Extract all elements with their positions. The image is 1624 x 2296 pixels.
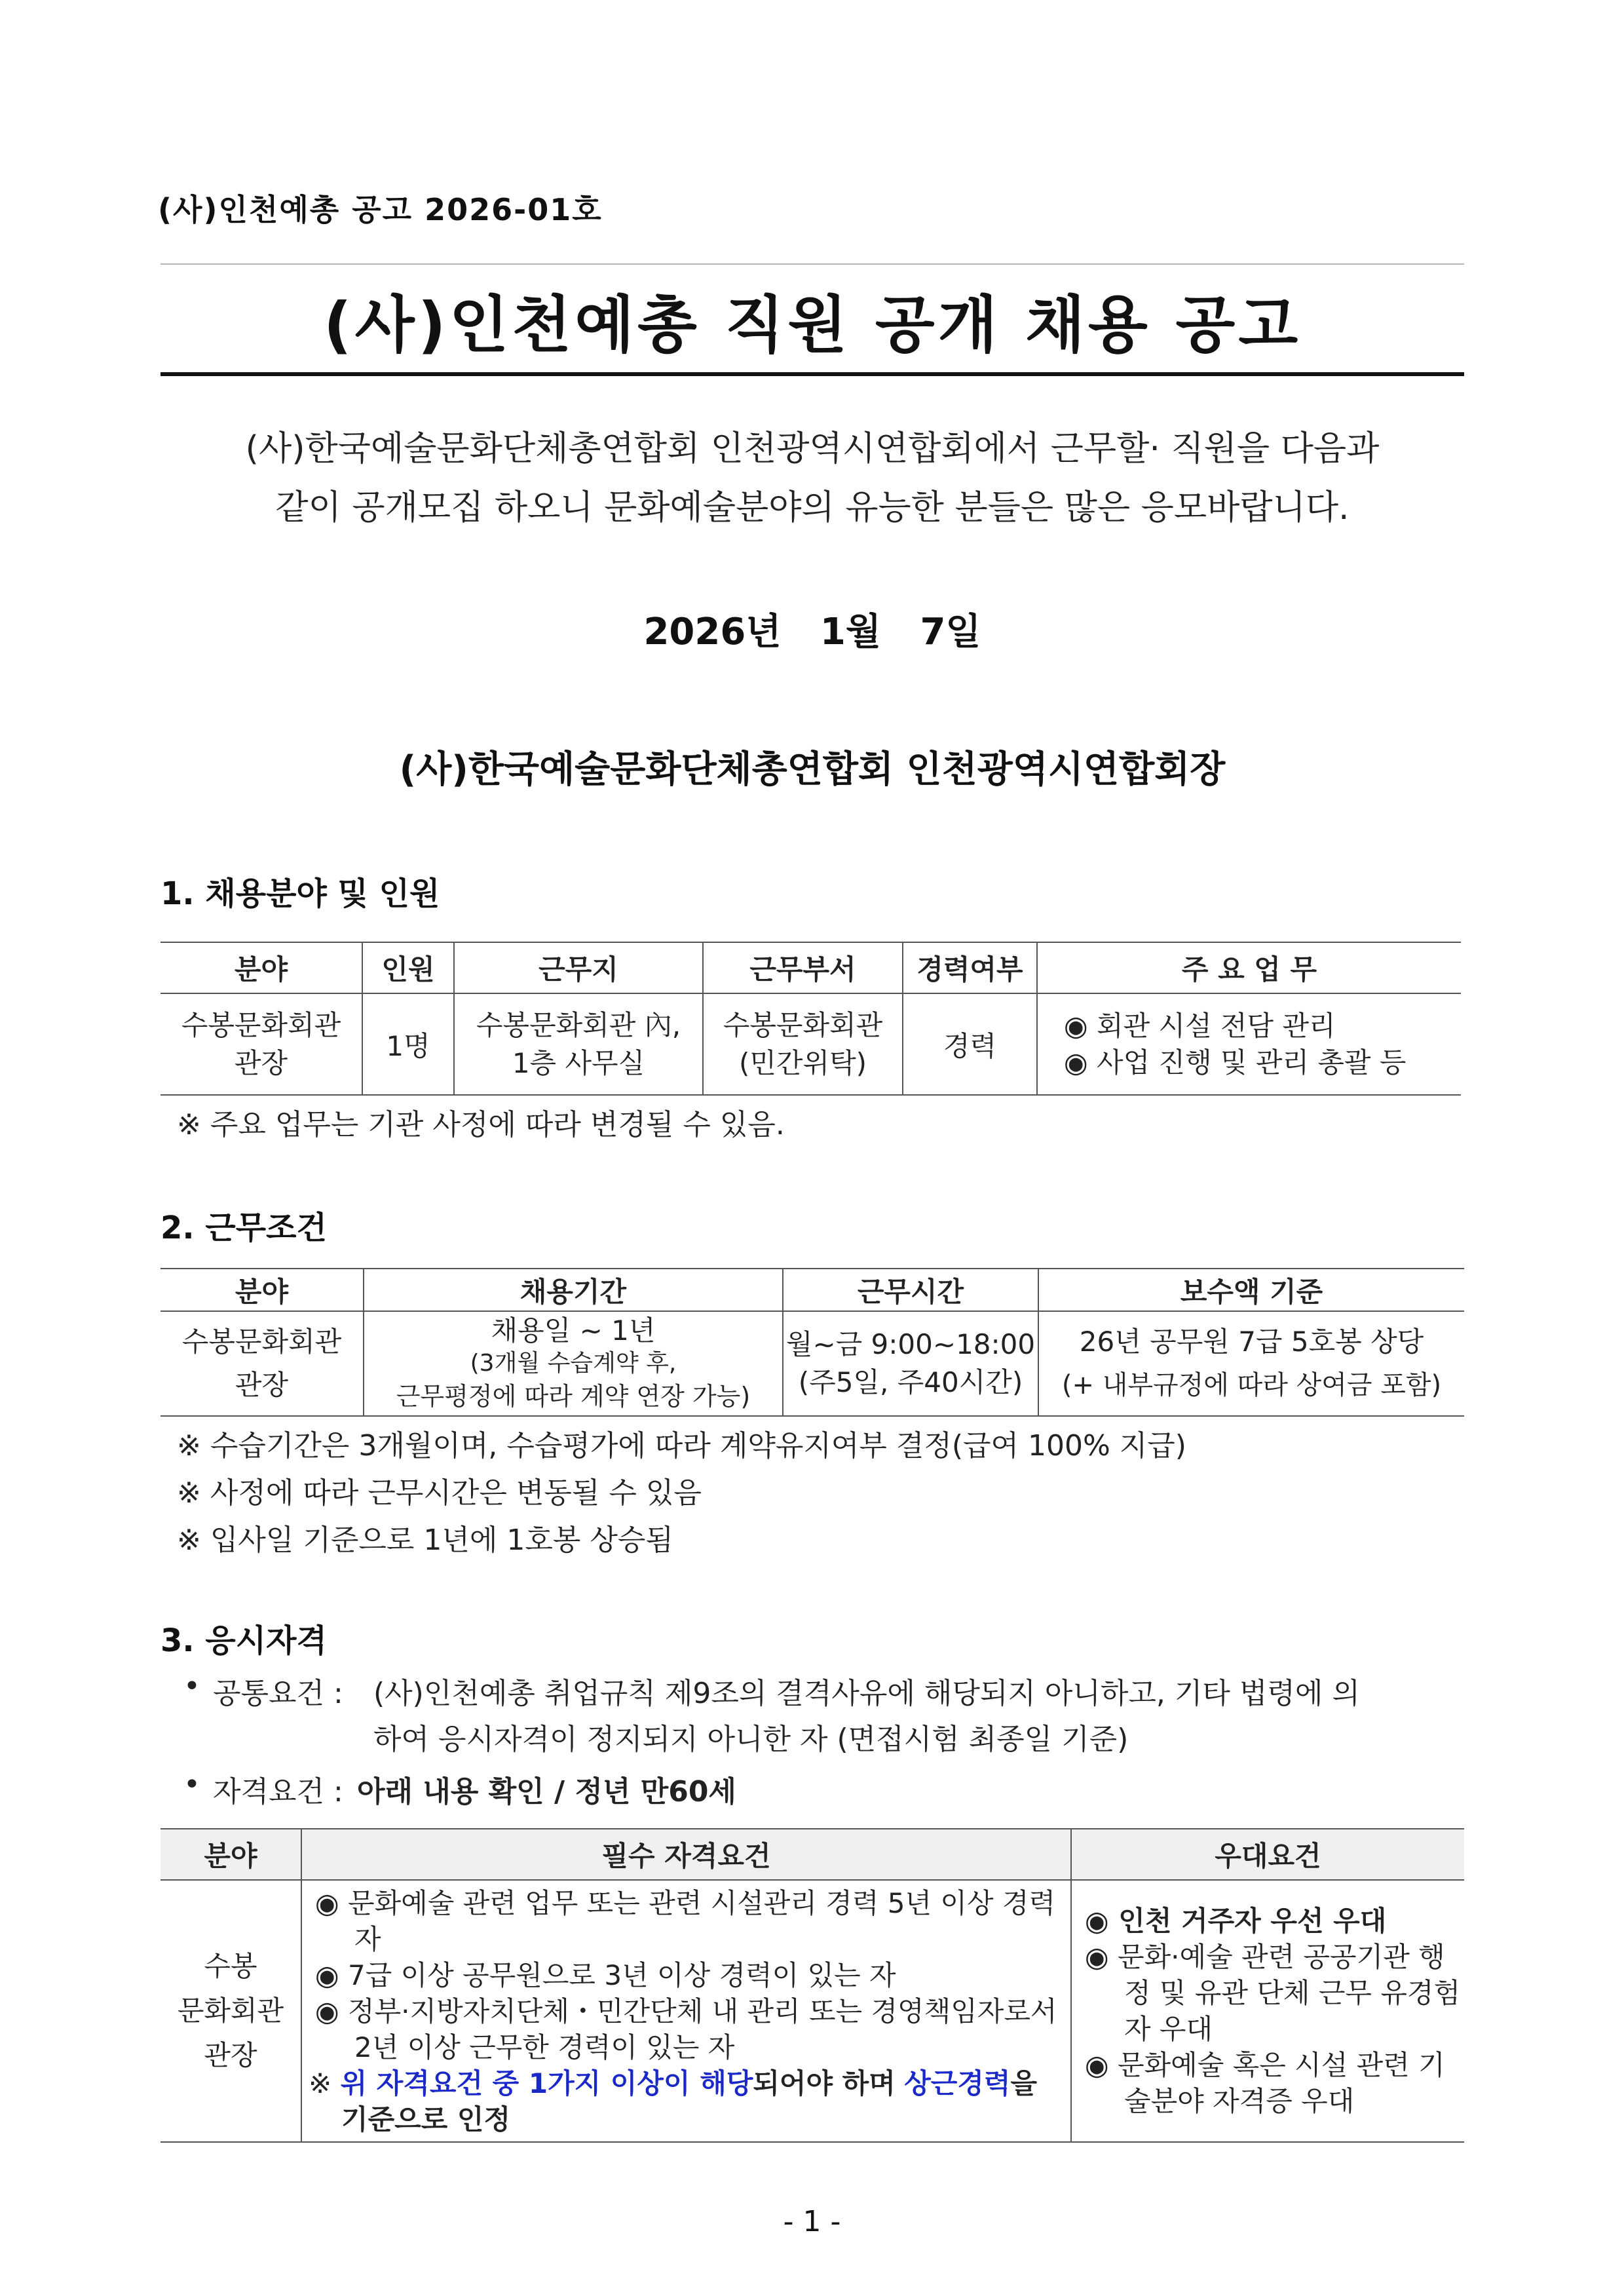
- section-1-note: ※ 주요 업무는 기관 사정에 따라 변경될 수 있음.: [177, 1108, 785, 1141]
- divider-thick: [161, 372, 1464, 376]
- intro-line-1: (사)한국예술문화단체총연합회 인천광역시연합회에서 근무할· 직원을 다음과: [245, 429, 1380, 469]
- table-cell: 수봉문화회관 (민간위탁): [703, 993, 903, 1095]
- col-header: 채용기간: [364, 1269, 783, 1311]
- preferred-qualifications: [1071, 1880, 1464, 2142]
- bullet-dot: •: [183, 1670, 200, 1703]
- signatory: (사)한국예술문화단체총연합회 인천광역시연합회장: [399, 748, 1226, 791]
- common-requirement-label: 공통요건 :: [213, 1677, 343, 1710]
- qualification-table: [161, 1828, 1464, 2143]
- common-requirement-line-1: (사)인천예총 취업규칙 제9조의 결격사유에 해당되지 아니하고, 기타 법령에 의: [373, 1677, 1360, 1710]
- requirement-item: ◉ 정부·지방자치단체・민간단체 내 관리 또는 경영책임자로서 2년 이상 근무한 경력이 있는 자: [315, 1995, 1057, 2063]
- duty-item: ◉ 사업 진행 및 관리 총괄 등: [1064, 1046, 1407, 1079]
- col-header: 근무시간: [783, 1269, 1038, 1311]
- col-header: 주 요 업 무: [1037, 942, 1461, 993]
- qualification-value: 아래 내용 확인 / 정년 만60세: [357, 1775, 736, 1808]
- section-2-heading: 2. 근무조건: [161, 1210, 327, 1246]
- col-header: 인원: [362, 942, 454, 993]
- conditions-table: [161, 1268, 1464, 1417]
- required-qualifications: [301, 1880, 1071, 2142]
- table-cell: 수봉문화회관 內, 1층 사무실: [454, 993, 703, 1095]
- announcement-date: 2026년 1월 7일: [643, 611, 981, 653]
- table-cell: 월~금 9:00~18:00 (주5일, 주40시간): [783, 1311, 1038, 1416]
- col-header: 분야: [161, 942, 362, 993]
- page-number: - 1 -: [783, 2205, 841, 2238]
- table-cell: 채용일 ~ 1년 (3개월 수습계약 후, 근무평정에 따라 계약 연장 가능): [364, 1311, 783, 1416]
- requirement-item: ◉ 문화예술 관련 업무 또는 관련 시설관리 경력 5년 이상 경력자: [315, 1886, 1056, 1955]
- qualification-label: 자격요건 :: [213, 1775, 343, 1808]
- col-header: 보수액 기준: [1038, 1269, 1464, 1311]
- table-cell: 경력: [903, 993, 1037, 1095]
- preference-item: ◉ 문화예술 혹은 시설 관련 기술분야 자격증 우대: [1085, 2049, 1445, 2117]
- page-title: (사)인천예총 직원 공개 채용 공고: [323, 290, 1302, 361]
- common-requirement-line-2: 하여 응시자격이 정지되지 아니한 자 (면접시험 최종일 기준): [373, 1723, 1129, 1756]
- col-header: 분야: [161, 1269, 364, 1311]
- col-header: 우대요건: [1071, 1829, 1464, 1880]
- intro-line-2: 같이 공개모집 하오니 문화예술분야의 유능한 분들은 많은 응모바랍니다.: [275, 488, 1350, 527]
- duty-item: ◉ 회관 시설 전담 관리: [1064, 1009, 1336, 1042]
- table-cell: 수봉문화회관 관장: [161, 993, 362, 1095]
- table-cell: 26년 공무원 7급 5호봉 상당 (+ 내부규정에 따라 상여금 포함): [1038, 1311, 1464, 1416]
- divider-thin: [161, 263, 1464, 265]
- col-header: 근무부서: [703, 942, 903, 993]
- section-2-note: ※ 수습기간은 3개월이며, 수습평가에 따라 계약유지여부 결정(급여 100% 지급): [177, 1429, 1186, 1463]
- col-header: 필수 자격요건: [301, 1829, 1071, 1880]
- table-cell: 수봉문화회관 관장: [161, 1311, 364, 1416]
- recruitment-table: [161, 942, 1461, 1096]
- table-cell: 1명: [362, 993, 454, 1095]
- section-2-note: ※ 입사일 기준으로 1년에 1호봉 상승됨: [177, 1523, 673, 1557]
- col-header: 근무지: [454, 942, 703, 993]
- bullet-dot: •: [183, 1768, 200, 1801]
- duties-cell: [1037, 993, 1461, 1095]
- intro-text: [161, 419, 1464, 537]
- requirement-note: ※ 위 자격요건 중 1가지 이상이 해당되어야 하며 상근경력을 기준으로 인정: [309, 2067, 1038, 2135]
- section-2-note: ※ 사정에 따라 근무시간은 변동될 수 있음: [177, 1476, 702, 1510]
- preference-item: ◉ 문화·예술 관련 공공기관 행정 및 유관 단체 근무 유경험자 우대: [1085, 1941, 1461, 2045]
- requirement-item: ◉ 7급 이상 공무원으로 3년 이상 경력이 있는 자: [315, 1959, 896, 1991]
- table-cell: 수봉 문화회관 관장: [161, 1880, 301, 2142]
- preference-item: ◉ 인천 거주자 우선 우대: [1085, 1905, 1387, 1937]
- section-1-heading: 1. 채용분야 및 인원: [161, 875, 440, 912]
- col-header: 분야: [161, 1829, 301, 1880]
- section-3-heading: 3. 응시자격: [161, 1622, 327, 1659]
- col-header: 경력여부: [903, 942, 1037, 993]
- notice-number: (사)인천예총 공고 2026-01호: [158, 192, 603, 227]
